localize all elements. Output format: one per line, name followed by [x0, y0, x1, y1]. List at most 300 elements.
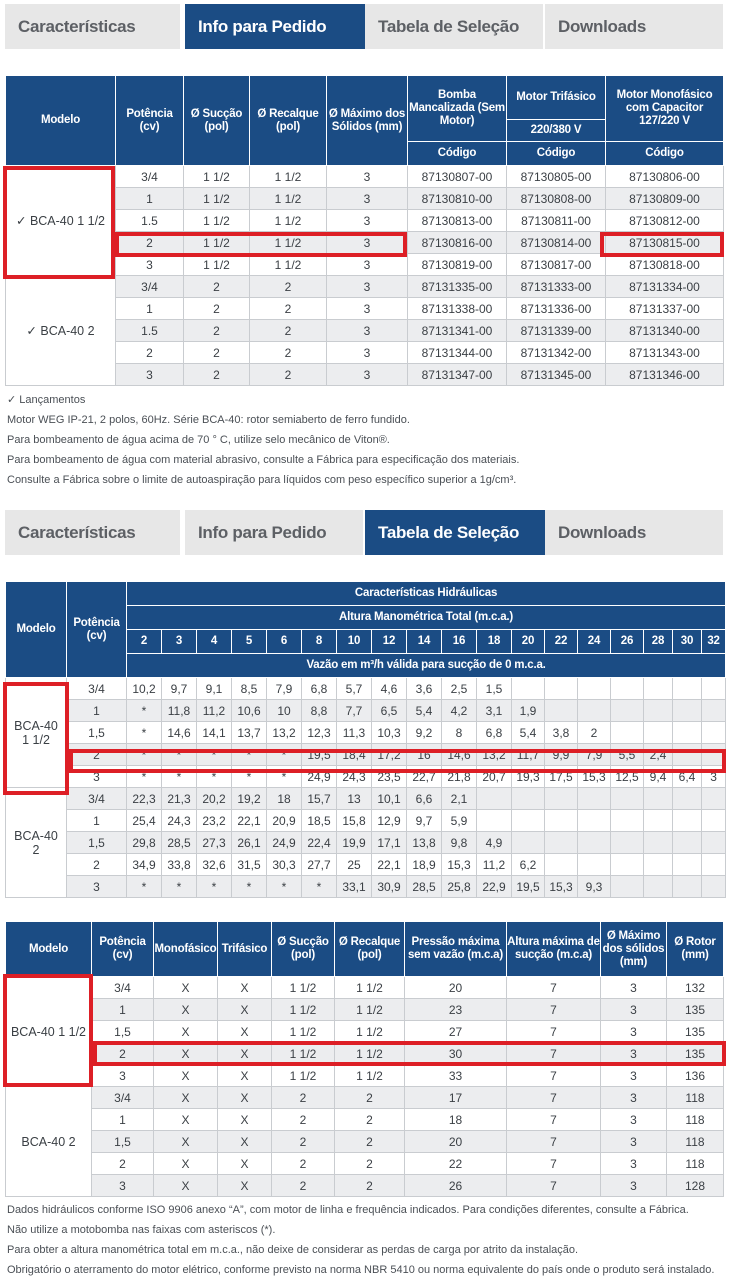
cell-pressao: 27 [405, 1021, 507, 1043]
cell-vazao: 9,7 [407, 810, 442, 832]
cell-vazao: * [267, 766, 302, 788]
cell-vazao: 17,2 [372, 744, 407, 766]
table-row [6, 1153, 724, 1175]
cell-altura-succao: 7 [507, 1065, 601, 1087]
model-size: 1 1/2 [22, 732, 50, 747]
cell-vazao: * [197, 744, 232, 766]
note-line: Obrigatório o aterramento do motor elétrico, conforme previsto na norma NBR 5410 ou norma equivalente do país onde o produto será instalado. [7, 1264, 715, 1276]
cell-vazao [545, 832, 578, 854]
cell-vazao: 22,4 [302, 832, 337, 854]
header-altura-total: Altura Manométrica Total (m.c.a.) [127, 606, 726, 630]
cell-vazao: 11,8 [162, 700, 197, 722]
table-row [6, 876, 726, 898]
cell-vazao: 5,4 [407, 700, 442, 722]
cell-vazao: 14,1 [197, 722, 232, 744]
cell-monofasico: X [154, 977, 218, 999]
note-line: Não utilize a motobomba nas faixas com asteriscos (*). [7, 1224, 276, 1236]
cell-codigo-trifasico: 87131336-00 [507, 298, 606, 320]
cell-vazao [578, 854, 611, 876]
cell-vazao [644, 810, 673, 832]
cell-succao: 2 [184, 342, 250, 364]
header-height: 4 [197, 630, 232, 654]
cell-vazao: 24,9 [302, 766, 337, 788]
cell-vazao [673, 678, 702, 700]
cell-vazao: 25 [337, 854, 372, 876]
cell-potencia: 1,5 [67, 832, 127, 854]
cell-vazao: * [267, 876, 302, 898]
model-cell: ✓ BCA-40 2 [6, 276, 116, 386]
order-table [5, 75, 724, 386]
cell-altura-succao: 7 [507, 1087, 601, 1109]
header-altura-succao: Altura máxima de sucção (m.c.a) [507, 922, 601, 977]
cell-vazao: 11,3 [337, 722, 372, 744]
cell-pressao: 18 [405, 1109, 507, 1131]
cell-monofasico: X [154, 1153, 218, 1175]
cell-vazao: 5,7 [337, 678, 372, 700]
cell-recalque: 1 1/2 [335, 999, 405, 1021]
cell-solidos: 3 [601, 1175, 667, 1197]
cell-vazao: 10 [267, 700, 302, 722]
cell-vazao: 17,5 [545, 766, 578, 788]
cell-vazao [611, 832, 644, 854]
cell-codigo-bomba: 87131344-00 [408, 342, 507, 364]
cell-potencia: 1.5 [116, 210, 184, 232]
tab-tabela-selecao[interactable]: Tabela de Seleção [365, 510, 545, 555]
model-cell [6, 678, 67, 788]
cell-potencia: 3 [67, 766, 127, 788]
cell-codigo-trifasico: 87130814-00 [507, 232, 606, 254]
cell-vazao: 25,8 [442, 876, 477, 898]
cell-altura-succao: 7 [507, 1109, 601, 1131]
cell-codigo-monofasico: 87130818-00 [606, 254, 724, 276]
cell-vazao: 9,2 [407, 722, 442, 744]
order-notes [7, 390, 519, 490]
cell-vazao [578, 810, 611, 832]
header-height: 20 [512, 630, 545, 654]
cell-rotor: 135 [667, 999, 724, 1021]
cell-vazao: 4,9 [477, 832, 512, 854]
cell-rotor: 132 [667, 977, 724, 999]
cell-monofasico: X [154, 1175, 218, 1197]
cell-vazao: 22,3 [127, 788, 162, 810]
cell-codigo-monofasico: 87130815-00 [606, 232, 724, 254]
tab-info-pedido[interactable]: Info para Pedido [185, 510, 363, 555]
cell-trifasico: X [218, 1043, 272, 1065]
cell-vazao [512, 788, 545, 810]
cell-vazao: * [232, 744, 267, 766]
cell-vazao: * [127, 744, 162, 766]
cell-vazao [702, 722, 726, 744]
cell-trifasico: X [218, 999, 272, 1021]
cell-vazao: 13,2 [477, 744, 512, 766]
cell-vazao: 3,1 [477, 700, 512, 722]
cell-potencia: 1,5 [92, 1021, 154, 1043]
cell-vazao: * [162, 766, 197, 788]
cell-rotor: 136 [667, 1065, 724, 1087]
cell-vazao: 6,2 [512, 854, 545, 876]
header-motor-monofasico: Motor Monofásico com Capacitor 127/220 V [606, 76, 724, 142]
cell-trifasico: X [218, 1087, 272, 1109]
table-row [6, 788, 726, 810]
header-trifasico: Trifásico [218, 922, 272, 977]
cell-vazao [673, 854, 702, 876]
cell-vazao: * [267, 744, 302, 766]
table-row [6, 722, 726, 744]
cell-codigo-bomba: 87131341-00 [408, 320, 507, 342]
cell-vazao: 20,9 [267, 810, 302, 832]
table-row [6, 700, 726, 722]
cell-vazao: 20,2 [197, 788, 232, 810]
cell-vazao: 9,1 [197, 678, 232, 700]
header-height: 32 [702, 630, 726, 654]
cell-vazao: 21,8 [442, 766, 477, 788]
cell-potencia: 3 [92, 1175, 154, 1197]
tab-caracteristicas[interactable]: Características [5, 4, 180, 49]
header-potencia: Potência (cv) [67, 582, 127, 678]
tab-downloads[interactable]: Downloads [545, 510, 723, 555]
cell-codigo-monofasico: 87131340-00 [606, 320, 724, 342]
cell-vazao [644, 678, 673, 700]
header-height: 6 [267, 630, 302, 654]
cell-succao: 1 1/2 [184, 210, 250, 232]
header-bomba: Bomba Mancalizada (Sem Motor) [408, 76, 507, 142]
cell-vazao [702, 788, 726, 810]
cell-vazao [673, 876, 702, 898]
model-size: 2 [32, 842, 40, 857]
cell-solidos: 3 [601, 1021, 667, 1043]
cell-vazao: 18,5 [302, 810, 337, 832]
cell-vazao: 8,5 [232, 678, 267, 700]
table-row [6, 1087, 724, 1109]
cell-vazao [545, 700, 578, 722]
cell-vazao: 5,5 [611, 744, 644, 766]
header-height: 5 [232, 630, 267, 654]
tab-caracteristicas[interactable]: Características [5, 510, 180, 555]
cell-vazao: 15,8 [337, 810, 372, 832]
cell-vazao: 7,7 [337, 700, 372, 722]
cell-codigo-trifasico: 87130808-00 [507, 188, 606, 210]
specs-table [5, 921, 724, 1197]
cell-vazao: 2,4 [644, 744, 673, 766]
cell-vazao: 27,7 [302, 854, 337, 876]
cell-potencia: 1 [67, 700, 127, 722]
cell-pressao: 30 [405, 1043, 507, 1065]
cell-vazao: 1,5 [477, 678, 512, 700]
cell-vazao: 24,3 [337, 766, 372, 788]
cell-vazao: * [232, 766, 267, 788]
cell-vazao: 33,8 [162, 854, 197, 876]
cell-codigo-trifasico: 87130811-00 [507, 210, 606, 232]
cell-codigo-trifasico: 87131345-00 [507, 364, 606, 386]
cell-recalque: 1 1/2 [250, 166, 327, 188]
header-codigo: Código [408, 142, 507, 166]
cell-vazao: 20,7 [477, 766, 512, 788]
cell-vazao [702, 744, 726, 766]
cell-vazao: 14,6 [442, 744, 477, 766]
cell-vazao [644, 832, 673, 854]
cell-vazao [611, 700, 644, 722]
cell-recalque: 2 [250, 320, 327, 342]
cell-vazao: 7,9 [267, 678, 302, 700]
header-recalque: Ø Recalque (pol) [335, 922, 405, 977]
cell-codigo-monofasico: 87131337-00 [606, 298, 724, 320]
cell-solidos: 3 [601, 1153, 667, 1175]
cell-solidos: 3 [327, 276, 408, 298]
header-succao: Ø Sucção (pol) [272, 922, 335, 977]
model-cell: BCA-40 2 [6, 1087, 92, 1197]
cell-solidos: 3 [327, 320, 408, 342]
tab-bar-order [5, 4, 723, 49]
cell-vazao: * [232, 876, 267, 898]
cell-vazao: 12,3 [302, 722, 337, 744]
cell-vazao: 13,7 [232, 722, 267, 744]
table-row [6, 276, 724, 298]
cell-vazao [673, 810, 702, 832]
cell-vazao [702, 832, 726, 854]
table-row [6, 999, 724, 1021]
cell-vazao: 24,9 [267, 832, 302, 854]
cell-succao: 2 [272, 1087, 335, 1109]
cell-recalque: 2 [335, 1087, 405, 1109]
cell-rotor: 128 [667, 1175, 724, 1197]
cell-vazao: 22,9 [477, 876, 512, 898]
cell-potencia: 2 [67, 744, 127, 766]
cell-vazao: 10,6 [232, 700, 267, 722]
cell-vazao: 2 [578, 722, 611, 744]
cell-vazao: 19,5 [512, 876, 545, 898]
cell-potencia: 3/4 [92, 1087, 154, 1109]
header-solidos: Ø Máximo dos Sólidos (mm) [327, 76, 408, 166]
cell-vazao: 29,8 [127, 832, 162, 854]
header-codigo: Código [507, 142, 606, 166]
cell-vazao [477, 788, 512, 810]
cell-potencia: 2 [116, 342, 184, 364]
cell-succao: 2 [272, 1153, 335, 1175]
cell-codigo-bomba: 87130816-00 [408, 232, 507, 254]
cell-solidos: 3 [601, 1131, 667, 1153]
table-row [6, 1043, 724, 1065]
header-height: 8 [302, 630, 337, 654]
cell-vazao: 2,5 [442, 678, 477, 700]
cell-recalque: 1 1/2 [250, 232, 327, 254]
cell-vazao: 7,9 [578, 744, 611, 766]
cell-vazao: 13 [337, 788, 372, 810]
cell-potencia: 3/4 [92, 977, 154, 999]
header-height: 10 [337, 630, 372, 654]
header-height: 2 [127, 630, 162, 654]
cell-potencia: 2 [92, 1043, 154, 1065]
cell-vazao [673, 788, 702, 810]
cell-codigo-bomba: 87131335-00 [408, 276, 507, 298]
cell-codigo-bomba: 87131347-00 [408, 364, 507, 386]
cell-recalque: 1 1/2 [250, 254, 327, 276]
table-row [6, 977, 724, 999]
cell-vazao: 18,9 [407, 854, 442, 876]
cell-potencia: 3/4 [116, 276, 184, 298]
cell-vazao [673, 722, 702, 744]
cell-potencia: 1 [92, 999, 154, 1021]
cell-vazao [702, 854, 726, 876]
cell-rotor: 118 [667, 1153, 724, 1175]
cell-vazao: 9,7 [162, 678, 197, 700]
cell-succao: 1 1/2 [272, 1043, 335, 1065]
cell-vazao [512, 832, 545, 854]
cell-succao: 1 1/2 [272, 999, 335, 1021]
header-height: 22 [545, 630, 578, 654]
note-line: Para bombeamento de água com material abrasivo, consulte a Fábrica para especificação dos materiais. [7, 454, 520, 466]
cell-vazao: 25,4 [127, 810, 162, 832]
cell-vazao: 1,9 [512, 700, 545, 722]
cell-vazao: 24,3 [162, 810, 197, 832]
cell-vazao: 6,4 [673, 766, 702, 788]
cell-solidos: 3 [601, 1065, 667, 1087]
header-pressao: Pressão máxima sem vazão (m.c.a) [405, 922, 507, 977]
cell-vazao [644, 700, 673, 722]
cell-codigo-trifasico: 87130805-00 [507, 166, 606, 188]
cell-recalque: 2 [250, 298, 327, 320]
hydraulic-table [5, 581, 726, 898]
cell-pressao: 20 [405, 1131, 507, 1153]
cell-vazao: * [197, 766, 232, 788]
cell-vazao [702, 876, 726, 898]
cell-potencia: 2 [92, 1153, 154, 1175]
cell-recalque: 2 [250, 364, 327, 386]
table-row [6, 1131, 724, 1153]
tab-downloads[interactable]: Downloads [545, 4, 723, 49]
cell-potencia: 1 [116, 298, 184, 320]
table-row [6, 1175, 724, 1197]
cell-vazao: 28,5 [162, 832, 197, 854]
cell-recalque: 1 1/2 [250, 210, 327, 232]
cell-succao: 2 [272, 1175, 335, 1197]
cell-vazao [702, 678, 726, 700]
cell-trifasico: X [218, 1131, 272, 1153]
cell-vazao [673, 832, 702, 854]
cell-vazao: 12,5 [611, 766, 644, 788]
cell-rotor: 118 [667, 1109, 724, 1131]
cell-vazao [578, 678, 611, 700]
header-height: 12 [372, 630, 407, 654]
cell-vazao: 12,9 [372, 810, 407, 832]
cell-vazao: 10,3 [372, 722, 407, 744]
cell-vazao [644, 854, 673, 876]
cell-monofasico: X [154, 1043, 218, 1065]
cell-recalque: 2 [335, 1131, 405, 1153]
cell-vazao [702, 810, 726, 832]
cell-vazao: 11,7 [512, 744, 545, 766]
cell-potencia: 1 [92, 1109, 154, 1131]
cell-vazao: 11,2 [477, 854, 512, 876]
cell-codigo-monofasico: 87131343-00 [606, 342, 724, 364]
header-modelo: Modelo [6, 582, 67, 678]
cell-vazao [477, 810, 512, 832]
header-potencia: Potência (cv) [92, 922, 154, 977]
cell-vazao: 31,5 [232, 854, 267, 876]
header-modelo: Modelo [6, 922, 92, 977]
note-line: Para bombeamento de água acima de 70 ° C, utilize selo mecânico de Viton®. [7, 434, 390, 446]
cell-vazao: 9,8 [442, 832, 477, 854]
cell-codigo-trifasico: 87131342-00 [507, 342, 606, 364]
cell-vazao: * [127, 766, 162, 788]
table-row [6, 854, 726, 876]
cell-vazao [611, 810, 644, 832]
cell-potencia: 2 [67, 854, 127, 876]
cell-pressao: 23 [405, 999, 507, 1021]
cell-vazao: 6,8 [477, 722, 512, 744]
cell-vazao [611, 678, 644, 700]
cell-vazao: 23,2 [197, 810, 232, 832]
cell-potencia: 3/4 [67, 678, 127, 700]
cell-solidos: 3 [327, 210, 408, 232]
cell-trifasico: X [218, 1109, 272, 1131]
cell-codigo-bomba: 87130807-00 [408, 166, 507, 188]
model-cell: ✓ BCA-40 1 1/2 [6, 166, 116, 276]
cell-vazao: 23,5 [372, 766, 407, 788]
cell-vazao: 15,7 [302, 788, 337, 810]
cell-vazao: 14,6 [162, 722, 197, 744]
tab-tabela-selecao[interactable]: Tabela de Seleção [365, 4, 543, 49]
cell-monofasico: X [154, 1021, 218, 1043]
tab-info-pedido[interactable]: Info para Pedido [185, 4, 365, 49]
cell-codigo-bomba: 87130813-00 [408, 210, 507, 232]
cell-vazao [512, 678, 545, 700]
cell-trifasico: X [218, 1175, 272, 1197]
cell-solidos: 3 [327, 364, 408, 386]
cell-codigo-monofasico: 87130809-00 [606, 188, 724, 210]
cell-vazao: 22,1 [232, 810, 267, 832]
table-row [6, 1021, 724, 1043]
cell-vazao: 28,5 [407, 876, 442, 898]
cell-vazao [545, 810, 578, 832]
cell-rotor: 135 [667, 1043, 724, 1065]
cell-vazao: * [197, 876, 232, 898]
cell-solidos: 3 [601, 977, 667, 999]
cell-vazao: 26,1 [232, 832, 267, 854]
cell-solidos: 3 [601, 1043, 667, 1065]
header-potencia: Potência (cv) [116, 76, 184, 166]
cell-vazao: 18 [267, 788, 302, 810]
cell-vazao: 2,1 [442, 788, 477, 810]
cell-vazao [545, 678, 578, 700]
note-line: Para obter a altura manométrica total em m.c.a., não deixe de considerar as perdas de carga por atrito da instalação. [7, 1244, 579, 1256]
cell-vazao [545, 854, 578, 876]
cell-solidos: 3 [327, 232, 408, 254]
cell-recalque: 2 [250, 342, 327, 364]
cell-altura-succao: 7 [507, 1021, 601, 1043]
cell-vazao: 15,3 [578, 766, 611, 788]
cell-pressao: 33 [405, 1065, 507, 1087]
cell-vazao: 33,1 [337, 876, 372, 898]
cell-altura-succao: 7 [507, 1175, 601, 1197]
cell-altura-succao: 7 [507, 1153, 601, 1175]
cell-vazao: 16 [407, 744, 442, 766]
tab-bar-selection [5, 510, 723, 555]
cell-succao: 1 1/2 [184, 188, 250, 210]
cell-vazao [578, 788, 611, 810]
cell-pressao: 26 [405, 1175, 507, 1197]
header-height: 18 [477, 630, 512, 654]
cell-vazao: 21,3 [162, 788, 197, 810]
header-height: 3 [162, 630, 197, 654]
header-height: 16 [442, 630, 477, 654]
cell-vazao [611, 876, 644, 898]
cell-recalque: 1 1/2 [335, 1021, 405, 1043]
cell-vazao: 34,9 [127, 854, 162, 876]
cell-vazao: 22,1 [372, 854, 407, 876]
cell-vazao [512, 810, 545, 832]
header-recalque: Ø Recalque (pol) [250, 76, 327, 166]
cell-succao: 1 1/2 [184, 232, 250, 254]
